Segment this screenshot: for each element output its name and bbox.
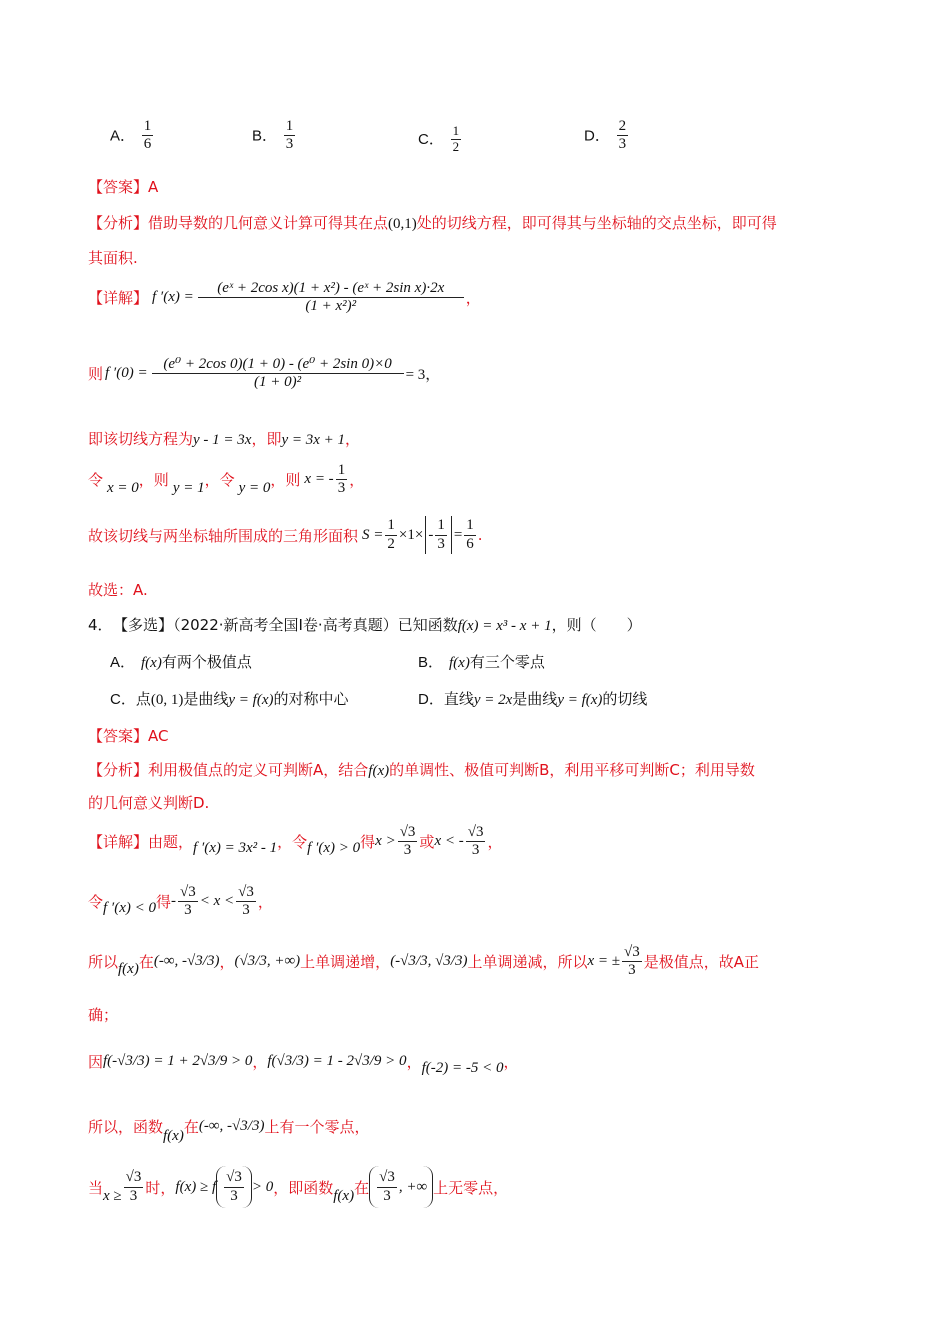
detail-tag: 【详解】 [88, 833, 149, 852]
root-fraction: $\frac{√3}{3}$ [238, 884, 254, 919]
area-abs-fraction: $\frac{1}{3}$ [437, 517, 445, 552]
fx: f(x) [333, 1187, 355, 1204]
punct: ， [465, 289, 481, 308]
option-label: A． [110, 654, 136, 671]
punct: ， [345, 430, 361, 448]
option-label: C． [418, 130, 444, 148]
detail-text: 在 [138, 953, 154, 972]
answer-tag: 【答案】 [88, 727, 149, 745]
option-text: 有两个极值点 [161, 653, 252, 671]
detail-text: 时， [145, 1178, 176, 1197]
detail-text: 或 [419, 833, 435, 852]
punct: ， [252, 1053, 268, 1071]
analysis-text: 借助导数的几何意义计算可得其在点 [148, 214, 389, 232]
value-eq: f(-√3/3) = 1 + 2√3/9 > 0 [103, 1053, 253, 1069]
detail-text: 在 [354, 1178, 370, 1197]
extreme-x: x = ± [587, 953, 621, 970]
condition: f ′(x) < 0 [103, 900, 156, 917]
q4-detail-4 [88, 1046, 519, 1077]
detail-text: 所以 [88, 953, 119, 972]
detail-text: ，即函数 [273, 1178, 334, 1197]
q3-f-prime-zero [88, 356, 440, 392]
root-fraction: $\frac{√3}{3}$ [624, 944, 640, 979]
fx: f(x) [118, 961, 139, 978]
interval: (√3/3, +∞) [234, 953, 301, 970]
inequality: f(x) ≥ f [175, 1178, 217, 1195]
detail-text: 上有一个零点， [264, 1118, 370, 1136]
answer-value: AC [148, 727, 169, 745]
q3-detail-derivative [88, 280, 481, 316]
q4-option-d [418, 688, 647, 709]
q4-detail-2 [88, 884, 273, 920]
option-text: 直线 [443, 690, 474, 708]
q4-option-c [110, 688, 349, 709]
fx: f(x) [163, 1128, 184, 1144]
detail-text: 由题， [148, 833, 194, 852]
root-fraction: $\frac{√3}{3}$ [467, 824, 484, 859]
option-math: f(x) [141, 655, 162, 671]
let1-res: y = 1 [172, 480, 205, 497]
option-math: y = f(x) [557, 692, 603, 708]
q4-analysis [88, 759, 755, 780]
derivative-lhs: f ′(x) = [152, 289, 194, 306]
q4-detail-6 [88, 1166, 508, 1208]
interval: (-∞, -√3/3) [153, 953, 220, 970]
answer-value: A [148, 178, 159, 196]
detail-tag: 【详解】 [88, 289, 149, 308]
let1-eq: x = 0 [107, 480, 139, 497]
area-lhs: S = [362, 526, 384, 543]
detail-text: 确； [88, 1006, 119, 1024]
inequality: > 0 [251, 1178, 274, 1195]
detail-text: 因 [88, 1053, 104, 1071]
q4-answer [88, 725, 169, 746]
abs-bar-left [425, 516, 426, 554]
area-half: $\frac{1}{2}$ [387, 517, 395, 552]
f0-fraction: $\frac{\text{(e⁰ + 2cos 0)(1 + 0) - (e⁰ + 2sin 0)×0}}{\text{(1 + 0)²}}$ [152, 356, 404, 392]
punct: . [477, 526, 483, 544]
option-text: 点 [135, 690, 151, 708]
value-eq: f(√3/3) = 1 - 2√3/9 > 0 [267, 1053, 407, 1069]
punct: ， [503, 1053, 519, 1071]
punct: ， [257, 893, 273, 912]
analysis-text: 的单调性、极值可判断B，利用平移可判断C；利用导数 [389, 761, 755, 779]
analysis-tag: 【分析】 [88, 761, 149, 779]
root-fraction: $\frac{√3}{3}$ [125, 1169, 142, 1204]
q3-intercepts [88, 462, 364, 498]
option-text: 有三个零点 [469, 653, 545, 671]
minus: - [171, 893, 176, 910]
option-fraction: $\frac{2}{3}$ [618, 118, 627, 153]
detail-text: 当 [88, 1178, 104, 1197]
answer-tag: 【答案】 [88, 178, 149, 196]
option-math: f(x) [449, 655, 470, 671]
interval: (-√3/3, √3/3) [390, 953, 468, 970]
option-text: 是曲线 [183, 690, 229, 708]
q4-detail-3: 所以 f(x) 在 (-∞, -√3/3) ， (√3/3, +∞) 上单调递增， (-√3/3, √3/3) 上单调递减，所以 x = ± $\frac{√3}{3}$ 是极值点，故A正 [88, 944, 760, 979]
analysis-text: 其面积. [88, 249, 138, 267]
f0-rhs: = 3， [405, 367, 441, 384]
analysis-tag: 【分析】 [88, 214, 149, 232]
detail-text: 上单调递减，所以 [467, 953, 588, 972]
question-func: f(x) = x³ - x + 1 [457, 618, 552, 634]
q3-conclusion [88, 579, 148, 600]
analysis-math: f(x) [368, 763, 390, 779]
q4-detail-1 [88, 824, 502, 860]
detail-text: 得 [360, 833, 376, 852]
detail-text: 上无零点， [433, 1178, 509, 1197]
option-math: y = f(x) [228, 692, 274, 708]
q3-answer [88, 176, 158, 197]
let2-eq: y = 0 [238, 480, 271, 497]
area-times: ×1× [398, 526, 424, 543]
option-text: 的对称中心 [273, 690, 349, 708]
q3-analysis [88, 212, 777, 233]
option-label: B． [252, 127, 278, 145]
inequality: x < - [434, 833, 464, 850]
q4-stem [88, 614, 642, 635]
tangent-eq2: y = 3x + 1 [281, 432, 346, 448]
detail-text: 是极值点，故A正 [643, 953, 760, 972]
let2-fraction: $\frac{1}{3}$ [337, 462, 346, 497]
q3-tangent [88, 428, 360, 449]
interval: (-∞, -√3/3) [198, 1118, 265, 1134]
root-fraction: $\frac{√3}{3}$ [399, 824, 416, 859]
then-text: ，则 [138, 471, 169, 490]
punct: ， [406, 1053, 422, 1071]
conclusion-text: 故选：A. [88, 581, 148, 599]
detail-text: 上单调递增， [300, 953, 391, 972]
then-word: 则 [88, 365, 104, 384]
punct: ， [487, 833, 503, 852]
option-label: B． [418, 654, 444, 671]
option-fraction: $\frac{1}{3}$ [285, 118, 294, 153]
derivative-fraction: $\frac{\text{(eˣ + 2cos x)(1 + x²) - (eˣ + 2sin x)·2x}}{\text{(1 + x²)²}}$ [198, 280, 464, 316]
option-fraction: $\frac{1}{2}$ [452, 123, 460, 154]
inequality: x > [375, 833, 396, 850]
tangent-eq1: y - 1 = 3x [193, 432, 252, 448]
analysis-text: 的几何意义判断D. [88, 794, 210, 812]
analysis-text: 利用极值点的定义可判断A，结合 [148, 761, 369, 779]
question-tail: ，则（ ） [551, 616, 642, 634]
q4-detail-3-cont [88, 1004, 118, 1025]
detail-text: 所以，函数 [88, 1118, 164, 1136]
q3-analysis-cont [88, 247, 138, 268]
punct: ， [349, 471, 365, 490]
let2-res: x = - [304, 471, 334, 488]
option-fraction: $\frac{1}{6}$ [143, 118, 152, 153]
paren-group: $\frac{√3}{3}$ [216, 1166, 252, 1208]
q3-area [88, 516, 483, 554]
area-abs-sign: - [428, 526, 434, 543]
q4-detail-5 [88, 1108, 369, 1145]
question-number: 4． [88, 616, 113, 634]
f0-lhs: f ′(0) = [105, 365, 148, 382]
option-label: C． [110, 691, 136, 708]
let2-sep: ，令 [204, 471, 235, 490]
q3-option-d [584, 118, 630, 154]
option-label: A． [110, 127, 136, 145]
paren-group: $\frac{√3}{3}$ , +∞ [369, 1166, 433, 1208]
q3-option-c [418, 124, 463, 155]
q3-option-b [252, 118, 297, 154]
q3-option-a [110, 118, 155, 154]
range: < x < [199, 893, 235, 910]
area-text: 故该切线与两坐标轴所围成的三角形面积 [88, 526, 359, 545]
area-result: $\frac{1}{6}$ [466, 517, 474, 552]
option-text: 的切线 [602, 690, 648, 708]
tangent-mid: ，即 [251, 430, 282, 448]
detail-text: 在 [183, 1118, 199, 1136]
question-source: （2022·新高考全国Ⅰ卷·高考真题）已知函数 [173, 616, 458, 634]
tangent-text: 即该切线方程为 [88, 430, 194, 448]
q4-option-a [110, 651, 252, 672]
question-tag: 【多选】 [120, 616, 174, 634]
option-label: D． [418, 691, 444, 708]
point: (0,1) [388, 216, 417, 232]
then-text: ，则 [270, 471, 301, 490]
q4-option-b [418, 651, 545, 672]
derivative-eq: f ′(x) = 3x² - 1 [193, 840, 278, 857]
detail-text: 令 [88, 893, 104, 912]
detail-text: ，令 [277, 833, 308, 852]
condition: x ≥ [103, 1187, 122, 1204]
root-fraction: $\frac{√3}{3}$ [180, 884, 196, 919]
analysis-text: 处的切线方程，即可得其与坐标轴的交点坐标，即可得 [416, 214, 777, 232]
q4-analysis-cont [88, 792, 209, 813]
option-math: y = 2x [473, 692, 513, 708]
option-label: D． [584, 127, 610, 145]
area-eq: = [453, 526, 463, 543]
value-eq: f(-2) = -5 < 0 [421, 1060, 504, 1076]
option-math: (0, 1) [150, 692, 184, 708]
option-text: 是曲线 [512, 690, 558, 708]
detail-text: 得 [155, 893, 171, 912]
let-word: 令 [88, 471, 104, 490]
condition: f ′(x) > 0 [307, 840, 361, 857]
abs-bar-right [451, 516, 452, 554]
